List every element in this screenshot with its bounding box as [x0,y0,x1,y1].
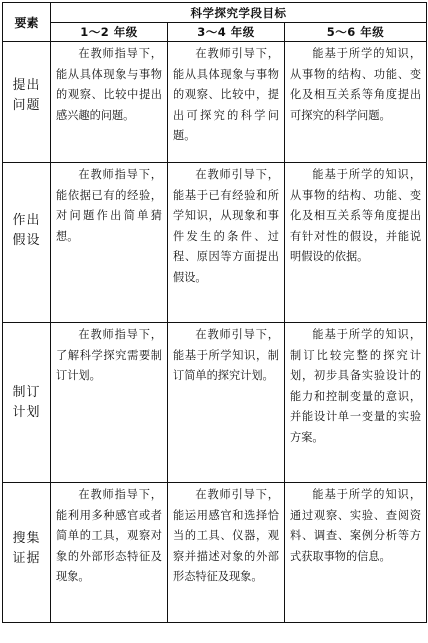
table-cell: 在教师指导下，能利用多种感官或者简单的工具，观察对象的外部形态特征及现象。 [51,483,168,623]
table-cell: 在教师引导下，能从具体现象与事物的观察、比较中，提出可探究的科学问题。 [168,42,285,163]
table-cell: 在教师引导下，能基于已有经验和所学知识，从现象和事件发生的条件、过程、原因等方面提出假设。 [168,163,285,323]
table-row [3,42,427,163]
table-header-row [3,3,427,23]
row-label-make-plan [3,323,51,483]
grade-header-3-4: 3～4 年级 [168,23,285,42]
row-label-line: 计划 [12,405,41,420]
table-row [3,163,427,323]
row-label-line: 提出 [12,78,41,93]
grade-header-row [3,23,427,42]
table-title: 科学探究学段目标 [51,3,427,23]
table-cell: 在教师引导下，能基于所学知识，制订简单的探究计划。 [168,323,285,483]
table-cell: 在教师指导下，能从具体现象与事物的观察、比较中提出感兴趣的问题。 [51,42,168,163]
table-row [3,483,427,623]
table-cell: 在教师指导下，能依据已有的经验，对问题作出简单猜想。 [51,163,168,323]
row-label-line: 搜集 [12,531,41,546]
row-label-line: 制订 [12,385,41,400]
row-label-collect-evidence [3,483,51,623]
row-label-raise-question [3,42,51,163]
table-row [3,323,427,483]
table-cell: 在教师指导下，了解科学探究需要制订计划。 [51,323,168,483]
row-label-line: 问题 [12,98,41,113]
row-label-line: 作出 [12,213,41,228]
table-cell: 在教师引导下，能运用感官和选择恰当的工具、仪器，观察并描述对象的外部形态特征及现象。 [168,483,285,623]
table-cell: 能基于所学的知识，从事物的结构、功能、变化及相互关系等角度提出有针对性的假设，并能说明假设的依据。 [285,163,427,323]
row-label-hypothesis [3,163,51,323]
grade-header-5-6: 5～6 年级 [285,23,427,42]
grade-header-1-2: 1～2 年级 [51,23,168,42]
table-cell: 能基于所学的知识，通过观察、实验、查阅资料、调查、案例分析等方式获取事物的信息。 [285,483,427,623]
row-label-line: 证据 [12,551,41,566]
row-label-line: 假设 [12,233,41,248]
table-cell: 能基于所学的知识，从事物的结构、功能、变化及相互关系等角度提出可探究的科学问题。 [285,42,427,163]
science-inquiry-goals-table [2,2,427,623]
table-cell: 能基于所学的知识，制订比较完整的探究计划，初步具备实验设计的能力和控制变量的意识，并能设计单一变量的实验方案。 [285,323,427,483]
requirement-header: 要素 [3,3,51,42]
